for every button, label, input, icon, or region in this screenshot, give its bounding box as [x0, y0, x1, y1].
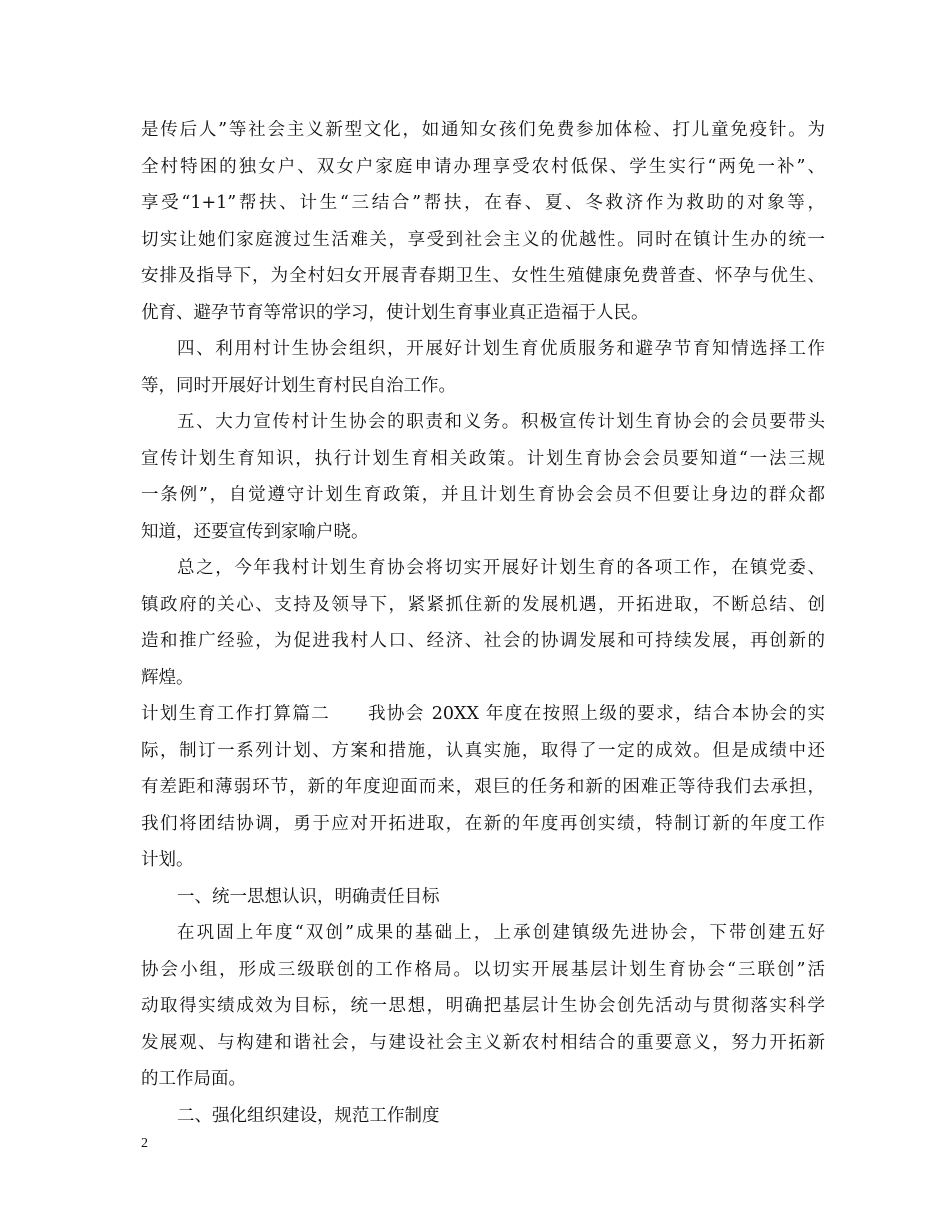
text-line: 等，同时开展好计划生育村民自治工作。 — [141, 375, 456, 396]
text-line: 有差距和薄弱环节，新的年度迎面而来，艰巨的任务和新的困难正等待我们去承担， — [141, 777, 825, 797]
text-line: 是传后人”等社会主义新型文化，如通知女孩们免费参加体检、打儿童免疫针。为 — [141, 120, 825, 140]
text-line: 的工作局面。 — [141, 1069, 246, 1089]
text-line: 一、统一思想认识，明确责任目标 — [177, 886, 440, 907]
text-line: 在巩固上年度“双创”成果的基础上，上承创建镇级先进协会，下带创建五好 — [177, 923, 825, 943]
text-line: 享受“1+1”帮扶、计生“三结合”帮扶，在春、夏、冬救济作为救助的对象等， — [141, 193, 825, 213]
text-line: 动取得实绩成效为目标，统一思想，明确把基层计生协会创先活动与贯彻落实科学 — [141, 996, 825, 1016]
text-line: 优育、避孕节育等常识的学习，使计划生育事业真正造福于人民。 — [141, 302, 649, 323]
text-line: 宣传计划生育知识，执行计划生育相关政策。计划生育协会会员要知道“一法三规 — [141, 448, 825, 469]
page-number: 2 — [141, 1136, 148, 1151]
text-line: 全村特困的独女户、双女户家庭申请办理享受农村低保、学生实行“两免一补”、 — [141, 156, 825, 177]
text-line: 我们将团结协调，勇于应对开拓进取，在新的年度再创实绩，特制订新的年度工作 — [141, 813, 825, 834]
text-line: 计划生育工作打算篇二 我协会 20XX 年度在按照上级的要求，结合本协会的实 — [141, 704, 825, 724]
text-line: 镇政府的关心、支持及领导下，紧紧抓住新的发展机遇，开拓进取，不断总结、创 — [141, 594, 825, 615]
text-line: 总之，今年我村计划生育协会将切实开展好计划生育的各项工作，在镇党委、 — [177, 558, 825, 578]
text-line: 发展观、与构建和谐社会，与建设社会主义新农村相结合的重要意义，努力开拓新 — [141, 1032, 825, 1053]
text-line: 五、大力宣传村计生协会的职责和义务。积极宣传计划生育协会的会员要带头 — [177, 412, 825, 432]
document-body — [141, 112, 825, 1134]
text-line: 安排及指导下，为全村妇女开展青春期卫生、女性生殖健康免费普查、怀孕与优生、 — [141, 266, 825, 286]
text-line: 二、强化组织建设，规范工作制度 — [177, 1105, 440, 1126]
text-line: 一条例”，自觉遵守计划生育政策，并且计划生育协会会员不但要让身边的群众都 — [141, 485, 825, 505]
text-line: 辉煌。 — [141, 667, 194, 688]
text-line: 协会小组，形成三级联创的工作格局。以切实开展基层计划生育协会“三联创”活 — [141, 959, 825, 980]
text-line: 知道，还要宣传到家喻户晓。 — [141, 521, 369, 542]
text-line: 切实让她们家庭渡过生活难关，享受到社会主义的优越性。同时在镇计生办的统一 — [141, 229, 825, 250]
text-line: 际，制订一系列计划、方案和措施，认真实施，取得了一定的成效。但是成绩中还 — [141, 740, 825, 761]
text-line: 造和推广经验，为促进我村人口、经济、社会的协调发展和可持续发展，再创新的 — [141, 631, 825, 651]
text-line: 计划。 — [141, 850, 194, 870]
text-line: 四、利用村计生协会组织，开展好计划生育优质服务和避孕节育知情选择工作 — [177, 339, 825, 359]
